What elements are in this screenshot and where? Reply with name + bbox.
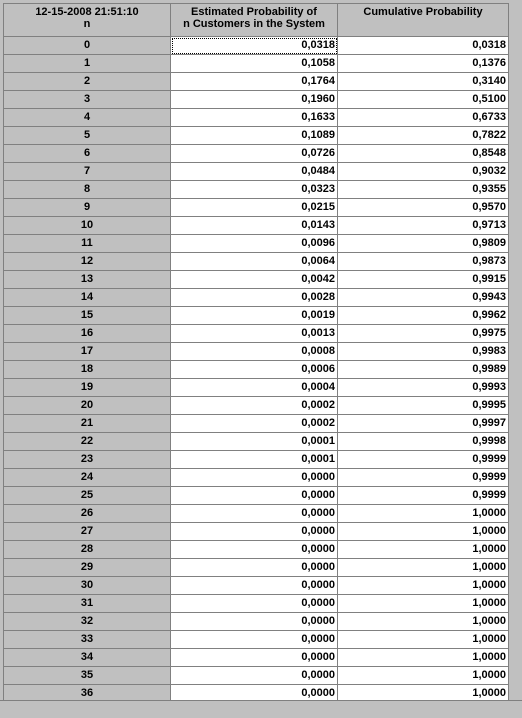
row-n-cell[interactable]: 0	[4, 37, 171, 55]
table-row[interactable]	[4, 451, 509, 469]
probability-cell[interactable]: 0,0000	[171, 685, 338, 703]
cumulative-cell[interactable]: 0,1376	[338, 55, 509, 73]
table-row[interactable]	[4, 469, 509, 487]
row-n-cell[interactable]: 6	[4, 145, 171, 163]
cumulative-cell[interactable]: 0,9983	[338, 343, 509, 361]
cumulative-cell[interactable]: 0,9993	[338, 379, 509, 397]
probability-cell[interactable]: 0,0064	[171, 253, 338, 271]
cumulative-label: Cumulative Probability	[363, 6, 483, 18]
row-n-cell[interactable]: 9	[4, 199, 171, 217]
cumulative-cell[interactable]: 1,0000	[338, 613, 509, 631]
probability-cell[interactable]: 0,0143	[171, 217, 338, 235]
table-row[interactable]	[4, 271, 509, 289]
cumulative-cell[interactable]: 1,0000	[338, 505, 509, 523]
table-row[interactable]	[4, 253, 509, 271]
probability-cell[interactable]: 0,0096	[171, 235, 338, 253]
table-row[interactable]	[4, 163, 509, 181]
probability-cell[interactable]: 0,0000	[171, 487, 338, 505]
row-n-cell[interactable]: 4	[4, 109, 171, 127]
table-row[interactable]	[4, 37, 509, 55]
cumulative-cell[interactable]: 0,9809	[338, 235, 509, 253]
table-row[interactable]	[4, 217, 509, 235]
cumulative-cell[interactable]: 0,9355	[338, 181, 509, 199]
cumulative-cell[interactable]: 0,9999	[338, 487, 509, 505]
cumulative-cell[interactable]: 0,7822	[338, 127, 509, 145]
probability-cell[interactable]: 0,0006	[171, 361, 338, 379]
row-n-cell[interactable]: 12	[4, 253, 171, 271]
header-row	[4, 4, 509, 37]
table-row[interactable]	[4, 631, 509, 649]
probability-cell[interactable]: 0,0019	[171, 307, 338, 325]
probability-cell[interactable]: 0,0000	[171, 667, 338, 685]
table-row[interactable]	[4, 145, 509, 163]
table-row[interactable]	[4, 127, 509, 145]
table-row[interactable]	[4, 181, 509, 199]
grid-right-margin	[509, 3, 522, 700]
table-row[interactable]	[4, 487, 509, 505]
row-n-cell[interactable]: 24	[4, 469, 171, 487]
n-column-header[interactable]	[4, 4, 171, 37]
probability-cell[interactable]: 0,0000	[171, 523, 338, 541]
table-row[interactable]	[4, 649, 509, 667]
table-row[interactable]	[4, 577, 509, 595]
table-row[interactable]	[4, 235, 509, 253]
row-n-cell[interactable]: 15	[4, 307, 171, 325]
cumulative-cell[interactable]: 1,0000	[338, 577, 509, 595]
probability-cell[interactable]: 0,0000	[171, 469, 338, 487]
row-n-cell[interactable]: 34	[4, 649, 171, 667]
row-n-cell[interactable]: 17	[4, 343, 171, 361]
cumulative-cell[interactable]: 0,9915	[338, 271, 509, 289]
row-n-cell[interactable]: 21	[4, 415, 171, 433]
row-n-cell[interactable]: 23	[4, 451, 171, 469]
table-row[interactable]	[4, 361, 509, 379]
row-n-cell[interactable]: 8	[4, 181, 171, 199]
table-row[interactable]	[4, 613, 509, 631]
probability-cell[interactable]: 0,0002	[171, 397, 338, 415]
cumulative-cell[interactable]: 0,3140	[338, 73, 509, 91]
row-n-cell[interactable]: 18	[4, 361, 171, 379]
cumulative-cell[interactable]: 1,0000	[338, 523, 509, 541]
table-row[interactable]	[4, 289, 509, 307]
cumulative-cell[interactable]: 1,0000	[338, 559, 509, 577]
row-n-cell[interactable]: 28	[4, 541, 171, 559]
row-n-cell[interactable]: 2	[4, 73, 171, 91]
probability-label-line2: n Customers in the System	[183, 18, 325, 30]
table-row[interactable]	[4, 559, 509, 577]
timestamp-label: 12-15-2008 21:51:10	[35, 6, 139, 18]
grid-bottom-bar	[0, 700, 522, 718]
table-row[interactable]	[4, 667, 509, 685]
probability-cell[interactable]: 0,1058	[171, 55, 338, 73]
cumulative-cell[interactable]: 1,0000	[338, 667, 509, 685]
probability-cell[interactable]: 0,0001	[171, 451, 338, 469]
row-n-cell[interactable]: 29	[4, 559, 171, 577]
probability-cell[interactable]: 0,0000	[171, 595, 338, 613]
probability-cell[interactable]: 0,0013	[171, 325, 338, 343]
table-row[interactable]	[4, 325, 509, 343]
probability-cell[interactable]: 0,0004	[171, 379, 338, 397]
row-n-cell[interactable]: 33	[4, 631, 171, 649]
row-n-cell[interactable]: 32	[4, 613, 171, 631]
row-n-cell[interactable]: 13	[4, 271, 171, 289]
row-n-cell[interactable]: 31	[4, 595, 171, 613]
probability-cell[interactable]: 0,0726	[171, 145, 338, 163]
cumulative-cell[interactable]: 0,5100	[338, 91, 509, 109]
cumulative-cell[interactable]: 0,6733	[338, 109, 509, 127]
probability-cell[interactable]: 0,0000	[171, 559, 338, 577]
cumulative-column-header[interactable]	[338, 4, 509, 37]
row-n-cell[interactable]: 3	[4, 91, 171, 109]
table-row[interactable]	[4, 523, 509, 541]
table-row[interactable]	[4, 73, 509, 91]
table-row[interactable]	[4, 379, 509, 397]
probability-cell[interactable]: 0,0028	[171, 289, 338, 307]
probability-cell[interactable]: 0,0000	[171, 613, 338, 631]
probability-column-header[interactable]	[171, 4, 338, 37]
row-n-cell[interactable]: 35	[4, 667, 171, 685]
probability-cell[interactable]: 0,0000	[171, 541, 338, 559]
row-n-cell[interactable]: 19	[4, 379, 171, 397]
cumulative-cell[interactable]: 0,9998	[338, 433, 509, 451]
table-row[interactable]	[4, 307, 509, 325]
probability-label-line1: Estimated Probability of	[191, 6, 317, 18]
n-label: n	[83, 18, 91, 30]
table-row[interactable]	[4, 505, 509, 523]
cumulative-cell[interactable]: 1,0000	[338, 649, 509, 667]
row-n-cell[interactable]: 30	[4, 577, 171, 595]
row-n-cell[interactable]: 16	[4, 325, 171, 343]
cumulative-cell[interactable]: 0,9975	[338, 325, 509, 343]
row-n-cell[interactable]: 1	[4, 55, 171, 73]
cumulative-cell[interactable]: 0,9997	[338, 415, 509, 433]
cumulative-cell[interactable]: 0,0318	[338, 37, 509, 55]
row-n-cell[interactable]: 5	[4, 127, 171, 145]
table-row[interactable]	[4, 541, 509, 559]
table-row[interactable]	[4, 109, 509, 127]
row-n-cell[interactable]: 7	[4, 163, 171, 181]
table-row[interactable]	[4, 343, 509, 361]
table-row[interactable]	[4, 199, 509, 217]
cumulative-cell[interactable]: 0,9995	[338, 397, 509, 415]
cumulative-cell[interactable]: 1,0000	[338, 595, 509, 613]
row-n-cell[interactable]: 11	[4, 235, 171, 253]
probability-cell[interactable]: 0,1089	[171, 127, 338, 145]
probability-cell[interactable]: 0,0002	[171, 415, 338, 433]
cumulative-cell[interactable]: 0,9999	[338, 451, 509, 469]
probability-cell[interactable]: 0,0000	[171, 577, 338, 595]
table-row[interactable]	[4, 397, 509, 415]
probability-cell[interactable]: 0,0000	[171, 505, 338, 523]
cumulative-cell[interactable]: 1,0000	[338, 685, 509, 703]
probability-cell[interactable]: 0,1764	[171, 73, 338, 91]
probability-cell[interactable]: 0,0042	[171, 271, 338, 289]
row-n-cell[interactable]: 20	[4, 397, 171, 415]
table-row[interactable]	[4, 595, 509, 613]
cumulative-cell[interactable]: 0,9962	[338, 307, 509, 325]
row-n-cell[interactable]: 26	[4, 505, 171, 523]
row-n-cell[interactable]: 10	[4, 217, 171, 235]
probability-cell[interactable]: 0,1633	[171, 109, 338, 127]
probability-grid	[3, 3, 509, 703]
cumulative-cell[interactable]: 1,0000	[338, 541, 509, 559]
probability-cell[interactable]: 0,0000	[171, 649, 338, 667]
table-row[interactable]	[4, 415, 509, 433]
cumulative-cell[interactable]: 0,9032	[338, 163, 509, 181]
probability-cell[interactable]: 0,0215	[171, 199, 338, 217]
probability-cell[interactable]: 0,0323	[171, 181, 338, 199]
cumulative-cell[interactable]: 0,9989	[338, 361, 509, 379]
cumulative-cell[interactable]: 1,0000	[338, 631, 509, 649]
row-n-cell[interactable]: 22	[4, 433, 171, 451]
cumulative-cell[interactable]: 0,9873	[338, 253, 509, 271]
row-n-cell[interactable]: 36	[4, 685, 171, 703]
cumulative-cell[interactable]: 0,9713	[338, 217, 509, 235]
cumulative-cell[interactable]: 0,9570	[338, 199, 509, 217]
row-n-cell[interactable]: 27	[4, 523, 171, 541]
row-n-cell[interactable]: 25	[4, 487, 171, 505]
probability-cell[interactable]: 0,0001	[171, 433, 338, 451]
table-row[interactable]	[4, 91, 509, 109]
cumulative-cell[interactable]: 0,8548	[338, 145, 509, 163]
table-row[interactable]	[4, 55, 509, 73]
cumulative-cell[interactable]: 0,9943	[338, 289, 509, 307]
probability-cell[interactable]: 0,1960	[171, 91, 338, 109]
probability-cell[interactable]: 0,0000	[171, 631, 338, 649]
probability-cell[interactable]: 0,0008	[171, 343, 338, 361]
probability-cell[interactable]: 0,0484	[171, 163, 338, 181]
row-n-cell[interactable]: 14	[4, 289, 171, 307]
probability-cell[interactable]: 0,0318	[171, 37, 338, 55]
cumulative-cell[interactable]: 0,9999	[338, 469, 509, 487]
table-row[interactable]	[4, 433, 509, 451]
